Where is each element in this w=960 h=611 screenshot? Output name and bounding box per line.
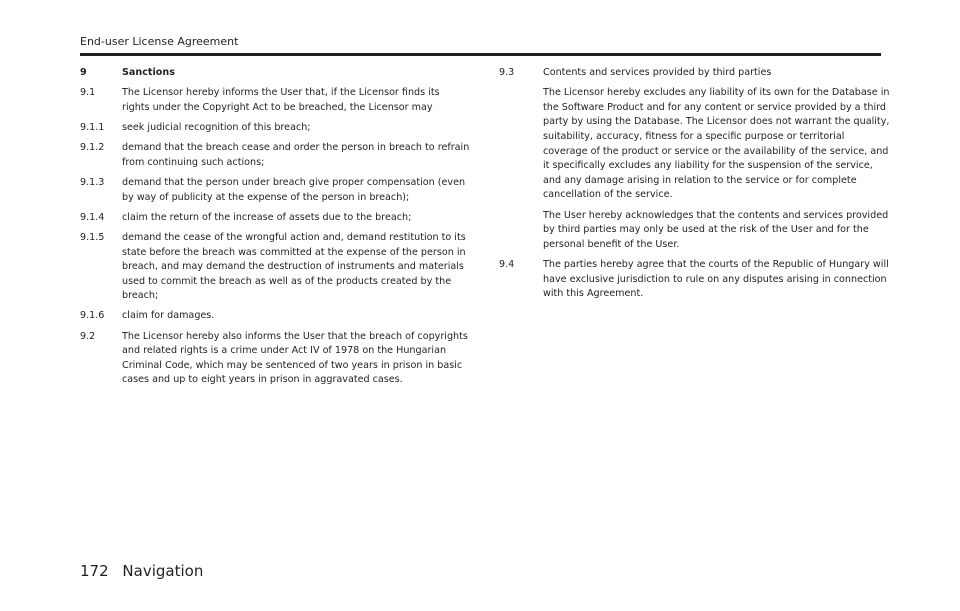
clause-9-3 [499, 66, 891, 81]
clause-number: 9.1.5 [80, 231, 105, 243]
clause-number: 9.2 [80, 330, 96, 342]
clause-text: The parties hereby agree that the courts of the Republic of Hungary will have exclusive jurisdiction to rule on any disputes arising in connection with this Agreement. [543, 258, 889, 300]
section-number: 9 [80, 67, 87, 78]
clause-number: 9.1.3 [80, 176, 105, 188]
clause-9-4 [499, 258, 891, 302]
clause-paragraph: The User hereby acknowledges that the contents and services provided by third parties may only be used at the risk of the User and for the personal benefit of the User. [543, 209, 889, 250]
clause-text: demand that the breach cease and order the person in breach to refrain from continuing such actions; [122, 142, 470, 168]
clause-9-1-4 [80, 211, 470, 226]
clause-number: 9.1.4 [80, 211, 105, 223]
section-heading [80, 66, 470, 81]
header-divider [80, 53, 881, 56]
clause-number: 9.4 [499, 258, 515, 270]
clause-number: 9.1 [80, 87, 96, 99]
clause-text: The Licensor hereby informs the User that, if the Licensor finds its rights under the Copyright Act to be breached, the Licensor may [122, 87, 440, 113]
clause-9-1-2 [80, 141, 470, 170]
page-footer [80, 561, 203, 581]
clause-9-1-1 [80, 121, 470, 136]
left-column [80, 66, 470, 394]
section-title: Sanctions [122, 67, 175, 78]
section-name: Navigation [122, 562, 204, 580]
clause-9-1-6 [80, 309, 470, 324]
clause-number: 9.1.1 [80, 121, 105, 133]
clause-text: demand the cease of the wrongful action and, demand restitution to its state before the breach was committed at the expense of the person in breach, and may demand the destruction of instruments and materials used to commit the breach as well as of the products created by the breach; [122, 231, 466, 302]
right-column [499, 66, 891, 307]
clause-9-1 [80, 86, 470, 115]
clause-title: Contents and services provided by third parties [543, 67, 772, 78]
page-number: 172 [80, 562, 109, 580]
clause-number: 9.1.6 [80, 310, 105, 322]
clause-number: 9.1.2 [80, 142, 105, 154]
clause-text: seek judicial recognition of this breach; [122, 121, 311, 133]
clause-text: The Licensor hereby also informs the User that the breach of copyrights and related rights is a crime under Act IV of 1978 on the Hungarian Criminal Code, which may be sentenced of two years in prison in basic cases and up to eight years in prison in aggravated cases. [122, 330, 468, 386]
clause-paragraph: The Licensor hereby excludes any liability of its own for the Database in the Software Product and for any content or service provided by a third party by using the Database. The Licensor does not warrant the quality, suitability, accuracy, fitness for a specific purpose or territorial coverage of the product or service or the availability of the service, and it specifically excludes any liability for the suspension of the service, and any damage arising in relation to the service or for complete cancellation of the service. [543, 87, 890, 201]
clause-9-1-3 [80, 176, 470, 205]
clause-text: claim for damages. [122, 310, 215, 322]
running-header: End-user License Agreement [80, 35, 239, 48]
clause-text: demand that the person under breach give proper compensation (even by way of publicity at the expense of the person in breach); [122, 176, 466, 203]
clause-9-1-5 [80, 231, 470, 304]
clause-text: claim the return of the increase of assets due to the breach; [122, 211, 412, 223]
clause-number: 9.3 [499, 67, 515, 78]
clause-9-2 [80, 330, 470, 388]
